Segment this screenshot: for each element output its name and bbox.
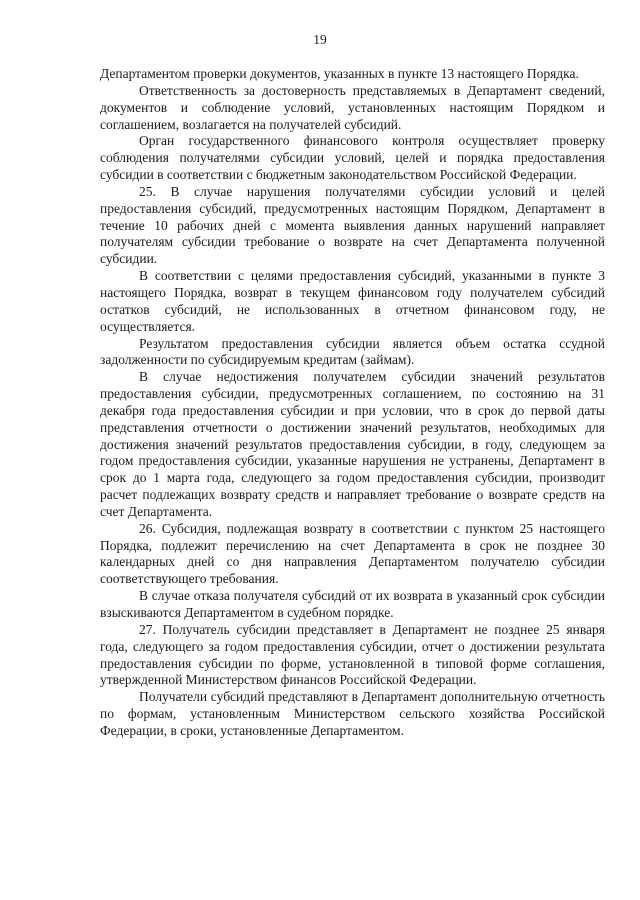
paragraph-clause-25: 25. В случае нарушения получателями субсидии условий и целей предоставления субсидий, предусмотренных настоящим Порядком, Департамент в течение 10 рабочих дней с момента выявления данных нарушений направляет получателям субсидии требование о возврате на счет Департамента полученной субсидии. [100, 183, 605, 267]
paragraph-clause-27: 27. Получатель субсидии представляет в Департамент не позднее 25 января года, следующего за годом предоставления субсидии, отчет о достижении результата предоставления субсидии по форме, установленной в типовой форме соглашения, утвержденной Министерством финансов Российской Федерации. [100, 621, 605, 688]
paragraph-responsibility: Ответственность за достоверность представляемых в Департамент сведений, документов и соблюдение условий, установленных настоящим Порядком и соглашением, возлагается на получателей субсидий. [100, 82, 605, 132]
paragraph-result: Результатом предоставления субсидии является объем остатка ссудной задолженности по субсидируемым кредитам (займам). [100, 335, 605, 368]
paragraph-non-achievement: В случае недостижения получателем субсидии значений результатов предоставления субсидии, предусмотренных соглашением, по состоянию на 31 декабря года предоставления субсидии и при условии, что в срок до первой даты представления отчетности о достижении значений результатов, необходимых для достижения значений результатов предоставления субсидии, в году, следующем за годом предоставления субсидии, указанные нарушения не устранены, Департамент в срок до 1 марта года, следующего за годом предоставления субсидии, производит расчет подлежащих возврату средств и направляет требование о возврате средств на счет Департамента. [100, 369, 605, 519]
paragraph-continuation: Департаментом проверки документов, указанных в пункте 13 настоящего Порядка. [100, 66, 579, 81]
paragraph-financial-control: Орган государственного финансового контроля осуществляет проверку соблюдения получателями субсидии условий, целей и порядка предоставления субсидии в соответствии с бюджетным законодательством Российской Федерации. [100, 133, 605, 183]
page-number: 19 [313, 32, 327, 47]
paragraph-return-of-remainder: В соответствии с целями предоставления субсидий, указанными в пункте 3 настоящего Порядка, возврат в текущем финансовом году получателем субсидий остатков субсидий, не использованных в отчетном финансовом году, не осуществляется. [100, 268, 605, 334]
paragraph-clause-26: 26. Субсидия, подлежащая возврату в соответствии с пунктом 25 настоящего Порядка, подлежит перечислению на счет Департамента в срок не позднее 30 календарных дней со дня направления Департаментом получателю субсидии соответствующего требования. [100, 520, 605, 587]
paragraph-refusal: В случае отказа получателя субсидий от их возврата в указанный срок субсидии взыскиваются Департаментом в судебном порядке. [100, 588, 605, 620]
document-body [100, 66, 605, 740]
paragraph-additional-reporting: Получатели субсидий представляют в Департамент дополнительную отчетность по формам, установленным Министерством сельского хозяйства Российской Федерации, в сроки, установленные Департаментом. [100, 689, 605, 738]
